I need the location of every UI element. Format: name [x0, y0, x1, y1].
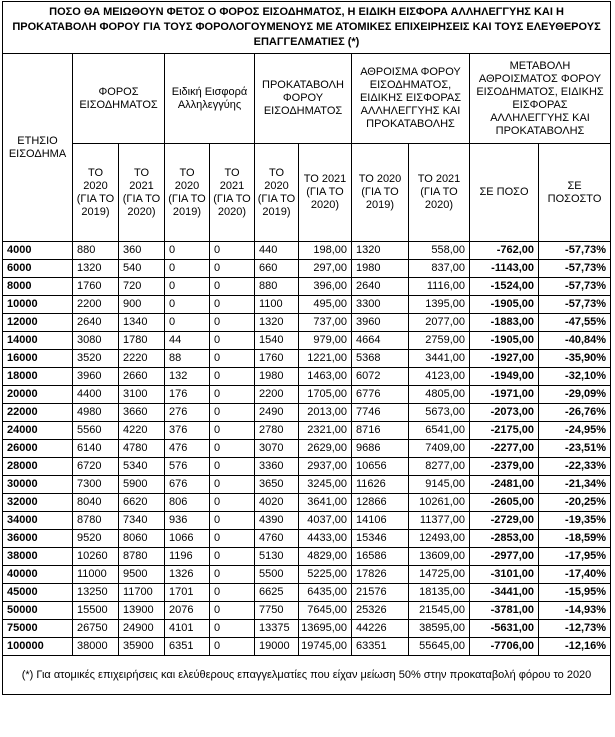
- cell-income-tax-2021: 11700: [119, 584, 165, 602]
- cell-income: 40000: [3, 566, 73, 584]
- cell-income-tax-2021: 720: [119, 278, 165, 296]
- cell-solidarity-2020: 0: [165, 260, 210, 278]
- table-row: [3, 440, 611, 458]
- cell-income-tax-2020: 4400: [73, 386, 119, 404]
- cell-change-amount: -1905,00: [470, 296, 539, 314]
- cell-prepayment-2020: 1100: [255, 296, 299, 314]
- cell-prepayment-2021: 5225,00: [299, 566, 352, 584]
- cell-prepayment-2020: 3650: [255, 476, 299, 494]
- cell-sum-2021: 9145,00: [409, 476, 470, 494]
- cell-solidarity-2020: 0: [165, 296, 210, 314]
- cell-sum-2021: 2759,00: [409, 332, 470, 350]
- cell-solidarity-2021: 0: [210, 548, 255, 566]
- cell-prepayment-2021: 2321,00: [299, 422, 352, 440]
- cell-income: 4000: [3, 242, 73, 260]
- cell-sum-2021: 14725,00: [409, 566, 470, 584]
- cell-prepayment-2021: 495,00: [299, 296, 352, 314]
- cell-income: 36000: [3, 530, 73, 548]
- subheader-prepayment-2021: ΤΟ 2021 (ΓΙΑ ΤΟ 2020): [299, 144, 352, 242]
- cell-prepayment-2021: 979,00: [299, 332, 352, 350]
- cell-change-amount: -2977,00: [470, 548, 539, 566]
- subheader-sum-2020: ΤΟ 2020 (ΓΙΑ ΤΟ 2019): [352, 144, 409, 242]
- cell-change-percent: -47,55%: [539, 314, 611, 332]
- cell-income-tax-2020: 8780: [73, 512, 119, 530]
- cell-change-amount: -3101,00: [470, 566, 539, 584]
- cell-prepayment-2021: 1463,00: [299, 368, 352, 386]
- cell-prepayment-2021: 396,00: [299, 278, 352, 296]
- cell-change-amount: -1949,00: [470, 368, 539, 386]
- cell-prepayment-2021: 3245,00: [299, 476, 352, 494]
- cell-solidarity-2021: 0: [210, 314, 255, 332]
- cell-income-tax-2020: 4980: [73, 404, 119, 422]
- cell-income-tax-2020: 5560: [73, 422, 119, 440]
- cell-sum-2021: 837,00: [409, 260, 470, 278]
- cell-income: 38000: [3, 548, 73, 566]
- table-row: [3, 242, 611, 260]
- cell-sum-2021: 6541,00: [409, 422, 470, 440]
- cell-income: 18000: [3, 368, 73, 386]
- table-row: [3, 602, 611, 620]
- table-row: [3, 638, 611, 656]
- cell-solidarity-2020: 1701: [165, 584, 210, 602]
- table-row: [3, 530, 611, 548]
- subheader-change-amount: ΣΕ ΠΟΣΟ: [470, 144, 539, 242]
- cell-income: 8000: [3, 278, 73, 296]
- cell-prepayment-2020: 4020: [255, 494, 299, 512]
- subheader-tax-2021: ΤΟ 2021 (ΓΙΑ ΤΟ 2020): [119, 144, 165, 242]
- subheader-sum-2021: ΤΟ 2021 (ΓΙΑ ΤΟ 2020): [409, 144, 470, 242]
- cell-solidarity-2020: 1326: [165, 566, 210, 584]
- cell-solidarity-2021: 0: [210, 278, 255, 296]
- cell-change-percent: -26,76%: [539, 404, 611, 422]
- table-body: [3, 242, 611, 656]
- table-row: [3, 278, 611, 296]
- cell-income: 30000: [3, 476, 73, 494]
- cell-sum-2020: 1980: [352, 260, 409, 278]
- header-tax-prepayment: ΠΡΟΚΑΤΑΒΟΛΗ ΦΟΡΟΥ ΕΙΣΟΔΗΜΑΤΟΣ: [255, 54, 352, 144]
- cell-prepayment-2021: 1705,00: [299, 386, 352, 404]
- cell-solidarity-2021: 0: [210, 584, 255, 602]
- cell-change-amount: -3781,00: [470, 602, 539, 620]
- cell-prepayment-2020: 13375: [255, 620, 299, 638]
- cell-sum-2020: 44226: [352, 620, 409, 638]
- tax-reduction-table: [2, 1, 611, 695]
- table-title: ΠΟΣΟ ΘΑ ΜΕΙΩΘΟΥΝ ΦΕΤΟΣ Ο ΦΟΡΟΣ ΕΙΣΟΔΗΜΑΤΟΣ, Η ΕΙΔΙΚΗ ΕΙΣΦΟΡΑ ΑΛΛΗΛΕΓΓΥΗΣ ΚΑΙ Η ΠΡΟΚΑΤΑΒΟΛΗ ΦΟΡΟΥ ΓΙΑ ΤΟΥΣ ΦΟΡΟΛΟΓΟΥΜΕΝΟΥΣ ΜΕ ΑΤΟΜΙΚΕΣ ΕΠΙΧΕΙΡΗΣΕΙΣ ΚΑΙ ΤΟΥΣ ΕΛΕΥΘΕΡΟΥΣ ΕΠΑΓΓΕΛΜΑΤΙΕΣ (*): [3, 2, 611, 54]
- cell-change-amount: -5631,00: [470, 620, 539, 638]
- cell-sum-2021: 12493,00: [409, 530, 470, 548]
- cell-change-percent: -29,09%: [539, 386, 611, 404]
- cell-solidarity-2021: 0: [210, 332, 255, 350]
- cell-income-tax-2021: 1780: [119, 332, 165, 350]
- cell-change-amount: -2277,00: [470, 440, 539, 458]
- cell-solidarity-2020: 0: [165, 278, 210, 296]
- cell-solidarity-2021: 0: [210, 530, 255, 548]
- cell-change-percent: -40,84%: [539, 332, 611, 350]
- cell-sum-2020: 25326: [352, 602, 409, 620]
- cell-change-percent: -35,90%: [539, 350, 611, 368]
- cell-prepayment-2020: 4760: [255, 530, 299, 548]
- cell-income: 12000: [3, 314, 73, 332]
- cell-income-tax-2020: 8040: [73, 494, 119, 512]
- cell-sum-2021: 13609,00: [409, 548, 470, 566]
- cell-change-amount: -3441,00: [470, 584, 539, 602]
- cell-prepayment-2020: 6625: [255, 584, 299, 602]
- cell-income-tax-2020: 26750: [73, 620, 119, 638]
- cell-prepayment-2020: 2490: [255, 404, 299, 422]
- cell-change-amount: -762,00: [470, 242, 539, 260]
- cell-income-tax-2021: 5340: [119, 458, 165, 476]
- cell-income-tax-2021: 4220: [119, 422, 165, 440]
- table-row: [3, 620, 611, 638]
- cell-solidarity-2020: 0: [165, 314, 210, 332]
- cell-income-tax-2020: 1320: [73, 260, 119, 278]
- cell-change-amount: -2175,00: [470, 422, 539, 440]
- cell-solidarity-2020: 88: [165, 350, 210, 368]
- cell-change-percent: -57,73%: [539, 242, 611, 260]
- table-row: [3, 476, 611, 494]
- cell-sum-2020: 16586: [352, 548, 409, 566]
- cell-prepayment-2021: 2013,00: [299, 404, 352, 422]
- cell-sum-2021: 558,00: [409, 242, 470, 260]
- table-row: [3, 386, 611, 404]
- cell-income-tax-2020: 2200: [73, 296, 119, 314]
- cell-prepayment-2021: 6435,00: [299, 584, 352, 602]
- cell-income: 22000: [3, 404, 73, 422]
- cell-change-percent: -32,10%: [539, 368, 611, 386]
- cell-prepayment-2021: 4829,00: [299, 548, 352, 566]
- cell-income-tax-2020: 10260: [73, 548, 119, 566]
- header-annual-income: ΕΤΗΣΙΟ ΕΙΣΟΔΗΜΑ: [3, 54, 73, 242]
- cell-income-tax-2021: 5900: [119, 476, 165, 494]
- table-row: [3, 368, 611, 386]
- cell-change-percent: -57,73%: [539, 260, 611, 278]
- cell-sum-2021: 18135,00: [409, 584, 470, 602]
- cell-sum-2021: 10261,00: [409, 494, 470, 512]
- cell-sum-2021: 5673,00: [409, 404, 470, 422]
- cell-income-tax-2020: 3960: [73, 368, 119, 386]
- cell-sum-2021: 4805,00: [409, 386, 470, 404]
- cell-sum-2020: 63351: [352, 638, 409, 656]
- cell-sum-2021: 4123,00: [409, 368, 470, 386]
- cell-sum-2020: 7746: [352, 404, 409, 422]
- cell-income-tax-2020: 38000: [73, 638, 119, 656]
- cell-income: 24000: [3, 422, 73, 440]
- cell-solidarity-2020: 376: [165, 422, 210, 440]
- cell-sum-2021: 7409,00: [409, 440, 470, 458]
- cell-change-amount: -1524,00: [470, 278, 539, 296]
- cell-income-tax-2021: 3660: [119, 404, 165, 422]
- cell-income-tax-2021: 13900: [119, 602, 165, 620]
- cell-prepayment-2021: 737,00: [299, 314, 352, 332]
- subheader-solidarity-2021: ΤΟ 2021 (ΓΙΑ ΤΟ 2020): [210, 144, 255, 242]
- cell-change-percent: -15,95%: [539, 584, 611, 602]
- cell-income-tax-2020: 3080: [73, 332, 119, 350]
- cell-solidarity-2021: 0: [210, 368, 255, 386]
- cell-change-amount: -2729,00: [470, 512, 539, 530]
- cell-change-percent: -23,51%: [539, 440, 611, 458]
- cell-change-percent: -24,95%: [539, 422, 611, 440]
- cell-change-percent: -12,73%: [539, 620, 611, 638]
- cell-prepayment-2021: 3641,00: [299, 494, 352, 512]
- cell-sum-2020: 5368: [352, 350, 409, 368]
- cell-prepayment-2021: 198,00: [299, 242, 352, 260]
- header-income-tax: ΦΟΡΟΣ ΕΙΣΟΔΗΜΑΤΟΣ: [73, 54, 165, 144]
- cell-sum-2020: 1320: [352, 242, 409, 260]
- cell-solidarity-2020: 4101: [165, 620, 210, 638]
- cell-solidarity-2020: 476: [165, 440, 210, 458]
- cell-income: 20000: [3, 386, 73, 404]
- table-row: [3, 422, 611, 440]
- cell-prepayment-2020: 1760: [255, 350, 299, 368]
- cell-income-tax-2020: 9520: [73, 530, 119, 548]
- cell-prepayment-2020: 4390: [255, 512, 299, 530]
- cell-prepayment-2021: 2937,00: [299, 458, 352, 476]
- cell-sum-2020: 3300: [352, 296, 409, 314]
- cell-income: 34000: [3, 512, 73, 530]
- cell-sum-2020: 6776: [352, 386, 409, 404]
- cell-sum-2020: 9686: [352, 440, 409, 458]
- cell-solidarity-2021: 0: [210, 620, 255, 638]
- cell-prepayment-2021: 4037,00: [299, 512, 352, 530]
- cell-change-percent: -17,40%: [539, 566, 611, 584]
- cell-income-tax-2020: 880: [73, 242, 119, 260]
- cell-prepayment-2020: 2200: [255, 386, 299, 404]
- cell-income: 50000: [3, 602, 73, 620]
- cell-change-amount: -2481,00: [470, 476, 539, 494]
- cell-solidarity-2020: 1196: [165, 548, 210, 566]
- cell-income-tax-2021: 8780: [119, 548, 165, 566]
- cell-income-tax-2021: 2220: [119, 350, 165, 368]
- table-row: [3, 314, 611, 332]
- cell-solidarity-2021: 0: [210, 242, 255, 260]
- cell-income-tax-2020: 2640: [73, 314, 119, 332]
- header-sum: ΑΘΡΟΙΣΜΑ ΦΟΡΟΥ ΕΙΣΟΔΗΜΑΤΟΣ, ΕΙΔΙΚΗΣ ΕΙΣΦΟΡΑΣ ΑΛΛΗΛΕΓΓΥΗΣ ΚΑΙ ΠΡΟΚΑΤΑΒΟΛΗΣ: [352, 54, 470, 144]
- cell-prepayment-2020: 5130: [255, 548, 299, 566]
- cell-prepayment-2021: 7645,00: [299, 602, 352, 620]
- cell-prepayment-2021: 4433,00: [299, 530, 352, 548]
- cell-solidarity-2020: 2076: [165, 602, 210, 620]
- cell-income: 6000: [3, 260, 73, 278]
- cell-income-tax-2021: 1340: [119, 314, 165, 332]
- cell-solidarity-2021: 0: [210, 566, 255, 584]
- cell-sum-2020: 15346: [352, 530, 409, 548]
- cell-sum-2020: 17826: [352, 566, 409, 584]
- cell-change-amount: -2605,00: [470, 494, 539, 512]
- table-row: [3, 260, 611, 278]
- cell-income-tax-2020: 6140: [73, 440, 119, 458]
- cell-solidarity-2020: 44: [165, 332, 210, 350]
- subheader-prepayment-2020: ΤΟ 2020 (ΓΙΑ ΤΟ 2019): [255, 144, 299, 242]
- table-row: [3, 458, 611, 476]
- cell-solidarity-2020: 1066: [165, 530, 210, 548]
- cell-prepayment-2020: 1320: [255, 314, 299, 332]
- cell-income: 28000: [3, 458, 73, 476]
- cell-change-amount: -7706,00: [470, 638, 539, 656]
- cell-prepayment-2021: 297,00: [299, 260, 352, 278]
- cell-income-tax-2021: 2660: [119, 368, 165, 386]
- subheader-tax-2020: ΤΟ 2020 (ΓΙΑ ΤΟ 2019): [73, 144, 119, 242]
- cell-solidarity-2021: 0: [210, 458, 255, 476]
- cell-change-percent: -20,25%: [539, 494, 611, 512]
- cell-income-tax-2021: 9500: [119, 566, 165, 584]
- cell-change-amount: -1883,00: [470, 314, 539, 332]
- cell-change-amount: -1905,00: [470, 332, 539, 350]
- cell-income-tax-2021: 360: [119, 242, 165, 260]
- cell-change-amount: -2379,00: [470, 458, 539, 476]
- cell-change-percent: -17,95%: [539, 548, 611, 566]
- table-row: [3, 350, 611, 368]
- cell-prepayment-2020: 660: [255, 260, 299, 278]
- cell-income: 32000: [3, 494, 73, 512]
- cell-solidarity-2021: 0: [210, 350, 255, 368]
- cell-income: 14000: [3, 332, 73, 350]
- cell-income-tax-2020: 3520: [73, 350, 119, 368]
- cell-income-tax-2021: 8060: [119, 530, 165, 548]
- cell-change-percent: -57,73%: [539, 296, 611, 314]
- header-change: ΜΕΤΑΒΟΛΗ ΑΘΡΟΙΣΜΑΤΟΣ ΦΟΡΟΥ ΕΙΣΟΔΗΜΑΤΟΣ, ΕΙΔΙΚΗΣ ΕΙΣΦΟΡΑΣ ΑΛΛΗΛΕΓΓΥΗΣ ΚΑΙ ΠΡΟΚΑΤΑΒΟΛΗΣ: [470, 54, 611, 144]
- cell-income-tax-2020: 7300: [73, 476, 119, 494]
- cell-prepayment-2020: 7750: [255, 602, 299, 620]
- subheader-solidarity-2020: ΤΟ 2020 (ΓΙΑ ΤΟ 2019): [165, 144, 210, 242]
- table-row: [3, 566, 611, 584]
- cell-income-tax-2020: 6720: [73, 458, 119, 476]
- cell-sum-2020: 11626: [352, 476, 409, 494]
- cell-solidarity-2020: 936: [165, 512, 210, 530]
- cell-change-amount: -2073,00: [470, 404, 539, 422]
- header-solidarity-contribution: Ειδική Εισφορά Αλληλεγγύης: [165, 54, 255, 144]
- cell-sum-2021: 55645,00: [409, 638, 470, 656]
- cell-change-percent: -19,35%: [539, 512, 611, 530]
- cell-solidarity-2021: 0: [210, 440, 255, 458]
- cell-change-percent: -14,93%: [539, 602, 611, 620]
- cell-solidarity-2020: 676: [165, 476, 210, 494]
- cell-solidarity-2021: 0: [210, 422, 255, 440]
- cell-change-amount: -1927,00: [470, 350, 539, 368]
- table-row: [3, 584, 611, 602]
- tax-table-container: [2, 1, 610, 695]
- table-row: [3, 548, 611, 566]
- cell-income: 45000: [3, 584, 73, 602]
- cell-prepayment-2020: 1980: [255, 368, 299, 386]
- cell-prepayment-2020: 3070: [255, 440, 299, 458]
- table-row: [3, 494, 611, 512]
- cell-sum-2021: 2077,00: [409, 314, 470, 332]
- cell-income-tax-2020: 11000: [73, 566, 119, 584]
- cell-sum-2020: 14106: [352, 512, 409, 530]
- cell-solidarity-2021: 0: [210, 512, 255, 530]
- footnote: (*) Για ατομικές επιχειρήσεις και ελεύθερους επαγγελματίες που είχαν μείωση 50% στην προκαταβολή φόρου το 2020: [3, 656, 611, 695]
- cell-solidarity-2021: 0: [210, 296, 255, 314]
- cell-income: 75000: [3, 620, 73, 638]
- cell-income-tax-2020: 1760: [73, 278, 119, 296]
- cell-income-tax-2021: 4780: [119, 440, 165, 458]
- cell-income-tax-2021: 3100: [119, 386, 165, 404]
- subheader-change-percent: ΣΕ ΠΟΣΟΣΤΟ: [539, 144, 611, 242]
- cell-income-tax-2020: 13250: [73, 584, 119, 602]
- cell-prepayment-2020: 19000: [255, 638, 299, 656]
- cell-prepayment-2020: 3360: [255, 458, 299, 476]
- cell-income-tax-2021: 900: [119, 296, 165, 314]
- cell-income: 16000: [3, 350, 73, 368]
- cell-solidarity-2020: 806: [165, 494, 210, 512]
- cell-change-amount: -2853,00: [470, 530, 539, 548]
- cell-solidarity-2021: 0: [210, 260, 255, 278]
- cell-sum-2020: 3960: [352, 314, 409, 332]
- cell-solidarity-2020: 0: [165, 242, 210, 260]
- cell-sum-2020: 4664: [352, 332, 409, 350]
- cell-income: 100000: [3, 638, 73, 656]
- cell-prepayment-2020: 880: [255, 278, 299, 296]
- cell-solidarity-2020: 176: [165, 386, 210, 404]
- cell-solidarity-2020: 576: [165, 458, 210, 476]
- cell-solidarity-2021: 0: [210, 602, 255, 620]
- cell-sum-2021: 11377,00: [409, 512, 470, 530]
- cell-prepayment-2020: 2780: [255, 422, 299, 440]
- cell-sum-2021: 3441,00: [409, 350, 470, 368]
- cell-income-tax-2021: 6620: [119, 494, 165, 512]
- cell-sum-2021: 1395,00: [409, 296, 470, 314]
- cell-change-percent: -21,34%: [539, 476, 611, 494]
- table-row: [3, 512, 611, 530]
- cell-change-amount: -1971,00: [470, 386, 539, 404]
- cell-sum-2021: 1116,00: [409, 278, 470, 296]
- cell-sum-2020: 6072: [352, 368, 409, 386]
- cell-sum-2020: 10656: [352, 458, 409, 476]
- cell-solidarity-2021: 0: [210, 494, 255, 512]
- cell-income: 26000: [3, 440, 73, 458]
- cell-sum-2021: 8277,00: [409, 458, 470, 476]
- cell-sum-2021: 38595,00: [409, 620, 470, 638]
- cell-prepayment-2021: 1221,00: [299, 350, 352, 368]
- table-row: [3, 332, 611, 350]
- cell-solidarity-2020: 132: [165, 368, 210, 386]
- cell-prepayment-2020: 5500: [255, 566, 299, 584]
- cell-income-tax-2021: 24900: [119, 620, 165, 638]
- cell-change-amount: -1143,00: [470, 260, 539, 278]
- cell-income-tax-2021: 7340: [119, 512, 165, 530]
- cell-change-percent: -22,33%: [539, 458, 611, 476]
- cell-income-tax-2020: 15500: [73, 602, 119, 620]
- cell-change-percent: -57,73%: [539, 278, 611, 296]
- cell-prepayment-2021: 19745,00: [299, 638, 352, 656]
- cell-change-percent: -18,59%: [539, 530, 611, 548]
- table-row: [3, 296, 611, 314]
- cell-prepayment-2020: 1540: [255, 332, 299, 350]
- cell-solidarity-2021: 0: [210, 638, 255, 656]
- cell-income-tax-2021: 540: [119, 260, 165, 278]
- cell-sum-2020: 8716: [352, 422, 409, 440]
- cell-sum-2020: 21576: [352, 584, 409, 602]
- cell-solidarity-2021: 0: [210, 386, 255, 404]
- cell-solidarity-2020: 6351: [165, 638, 210, 656]
- cell-change-percent: -12,16%: [539, 638, 611, 656]
- cell-sum-2021: 21545,00: [409, 602, 470, 620]
- cell-sum-2020: 2640: [352, 278, 409, 296]
- cell-solidarity-2021: 0: [210, 404, 255, 422]
- cell-prepayment-2020: 440: [255, 242, 299, 260]
- cell-solidarity-2020: 276: [165, 404, 210, 422]
- cell-prepayment-2021: 2629,00: [299, 440, 352, 458]
- table-row: [3, 404, 611, 422]
- cell-solidarity-2021: 0: [210, 476, 255, 494]
- cell-prepayment-2021: 13695,00: [299, 620, 352, 638]
- cell-income: 10000: [3, 296, 73, 314]
- cell-sum-2020: 12866: [352, 494, 409, 512]
- cell-income-tax-2021: 35900: [119, 638, 165, 656]
